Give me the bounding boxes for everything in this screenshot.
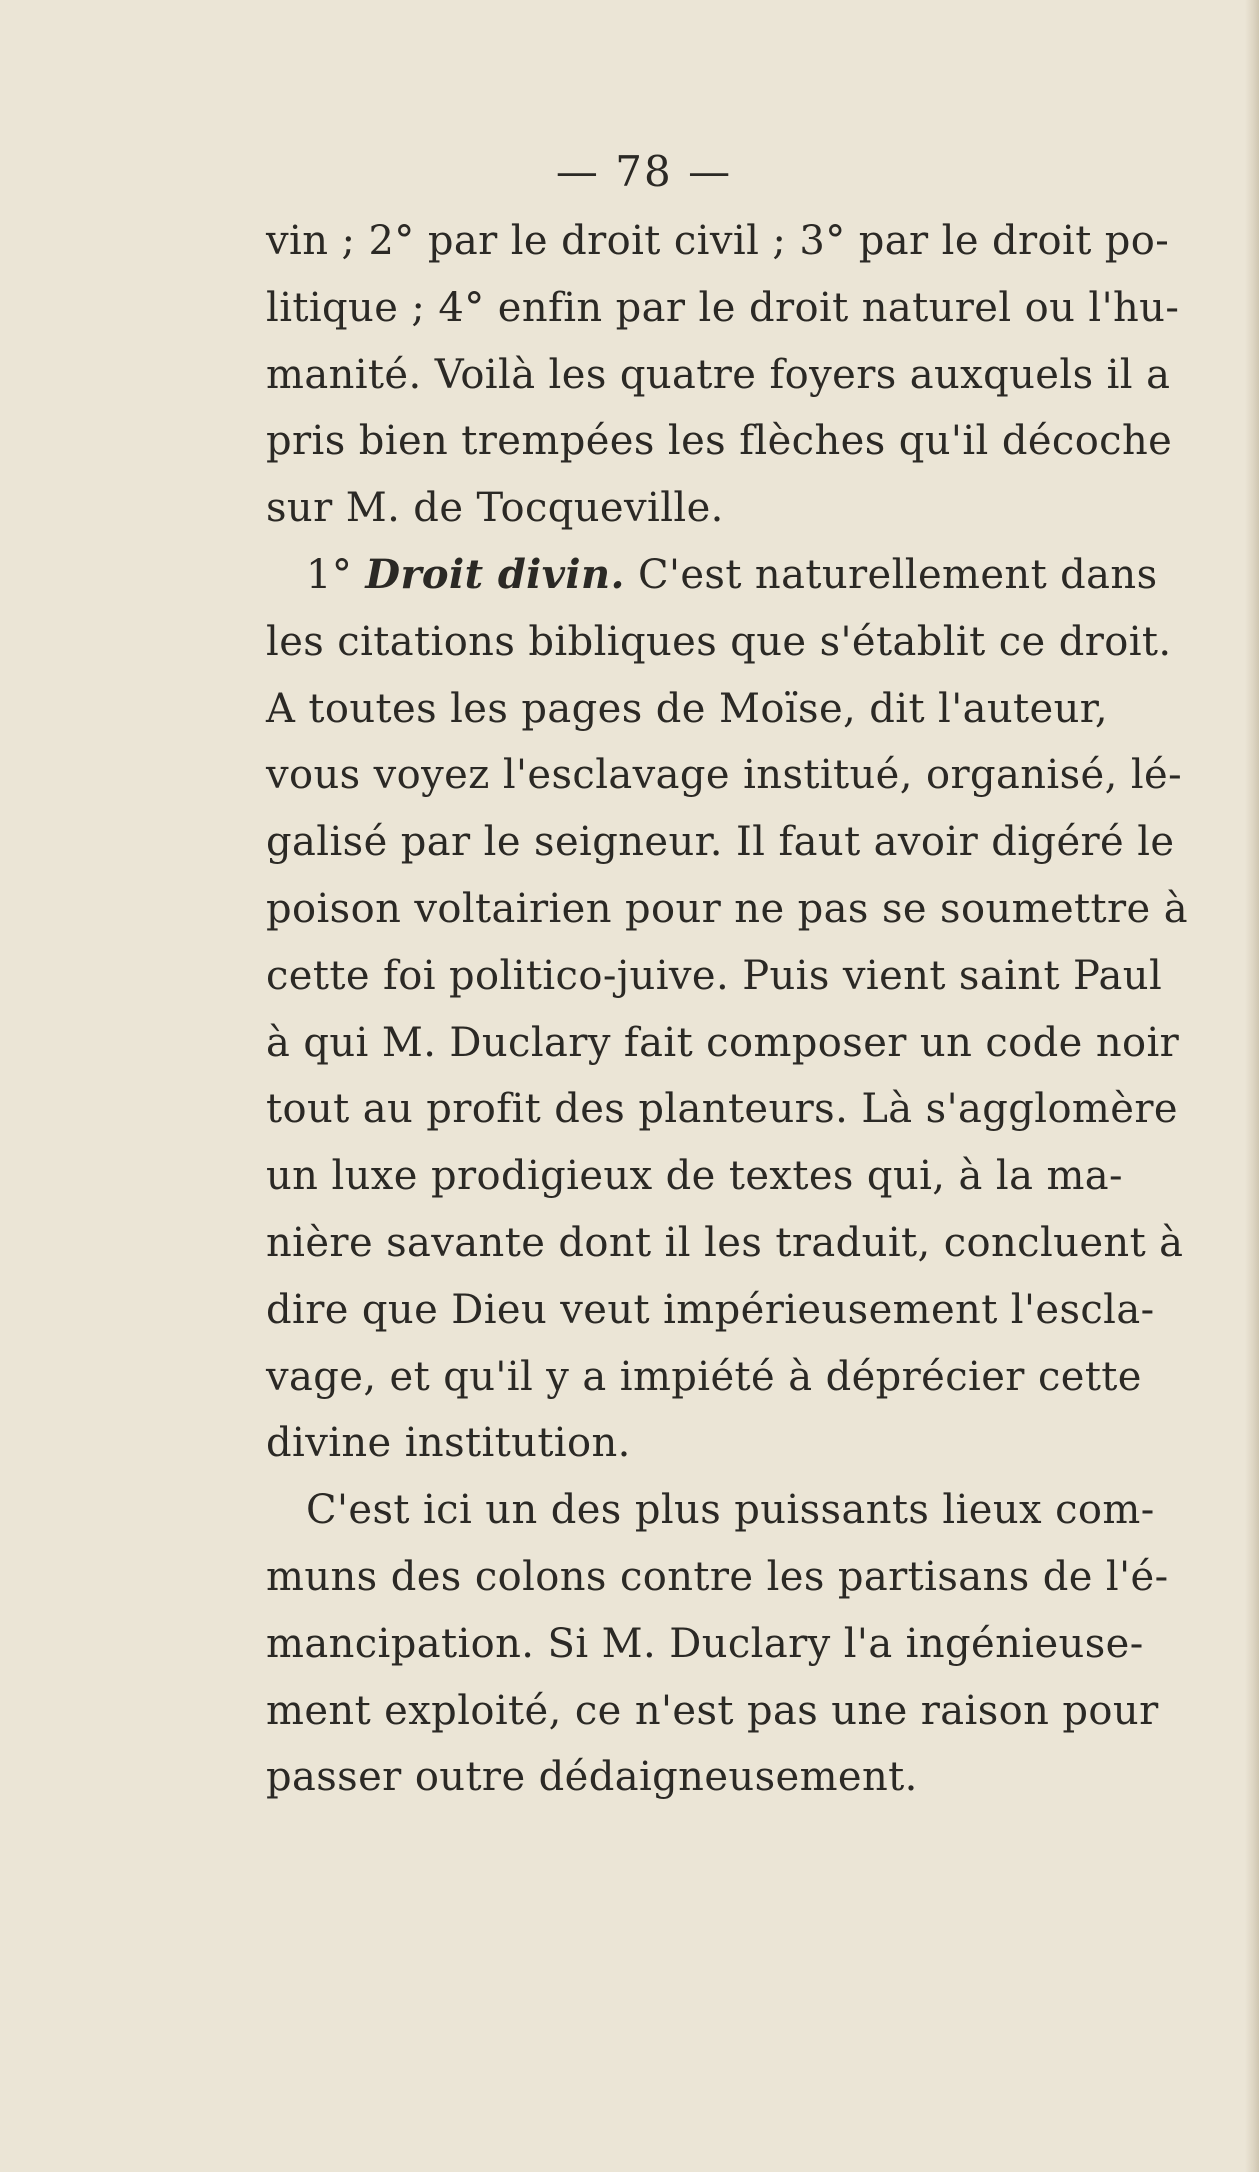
text-line: ment exploité, ce n'est pas une raison pour	[266, 1687, 1159, 1734]
section-number: 1°	[306, 551, 353, 598]
page-fold-shadow	[1245, 0, 1259, 2172]
text-line: litique ; 4° enfin par le droit naturel ou l'hu-	[266, 284, 1180, 331]
text-line: dire que Dieu veut impérieusement l'escla-	[266, 1286, 1155, 1333]
section-heading: Droit divin.	[365, 550, 625, 598]
text-line: sur M. de Tocqueville.	[266, 485, 724, 532]
text-line: un luxe prodigieux de textes qui, à la ma-	[266, 1153, 1123, 1200]
section-heading-rest: C'est naturellement dans	[624, 551, 1158, 598]
text-line: vin ; 2° par le droit civil ; 3° par le droit po-	[266, 218, 1170, 264]
page-text	[266, 142, 1246, 1811]
section-heading-line	[266, 542, 1246, 609]
text-line: cette foi politico-juive. Puis vient saint Paul	[266, 952, 1163, 999]
text-line: les citations bibliques que s'établit ce droit.	[266, 618, 1172, 665]
page-number: — 78 —	[555, 147, 733, 196]
text-line: passer outre dédaigneusement.	[266, 1754, 918, 1801]
text-line: tout au profit des planteurs. Là s'agglomère	[266, 1086, 1178, 1133]
text-line: vous voyez l'esclavage institué, organisé, lé-	[266, 752, 1182, 799]
text-line: A toutes les pages de Moïse, dit l'auteur,	[266, 685, 1108, 732]
text-line: vage, et qu'il y a impiété à déprécier cette	[266, 1353, 1142, 1400]
text-line: C'est ici un des plus puissants lieux com-	[306, 1487, 1155, 1534]
text-line: galisé par le seigneur. Il faut avoir digéré le	[266, 819, 1175, 866]
text-line: poison voltairien pour ne pas se soumettre à	[266, 885, 1188, 932]
text-line: nière savante dont il les traduit, concluent à	[266, 1219, 1184, 1266]
text-line: divine institution.	[266, 1420, 631, 1467]
text-line: manité. Voilà les quatre foyers auxquels il a	[266, 351, 1171, 398]
text-line: à qui M. Duclary fait composer un code noir	[266, 1019, 1180, 1066]
text-line: muns des colons contre les partisans de l'é-	[266, 1553, 1169, 1600]
text-line: mancipation. Si M. Duclary l'a ingénieuse-	[266, 1620, 1144, 1667]
text-line: pris bien trempées les flèches qu'il décoche	[266, 418, 1173, 465]
